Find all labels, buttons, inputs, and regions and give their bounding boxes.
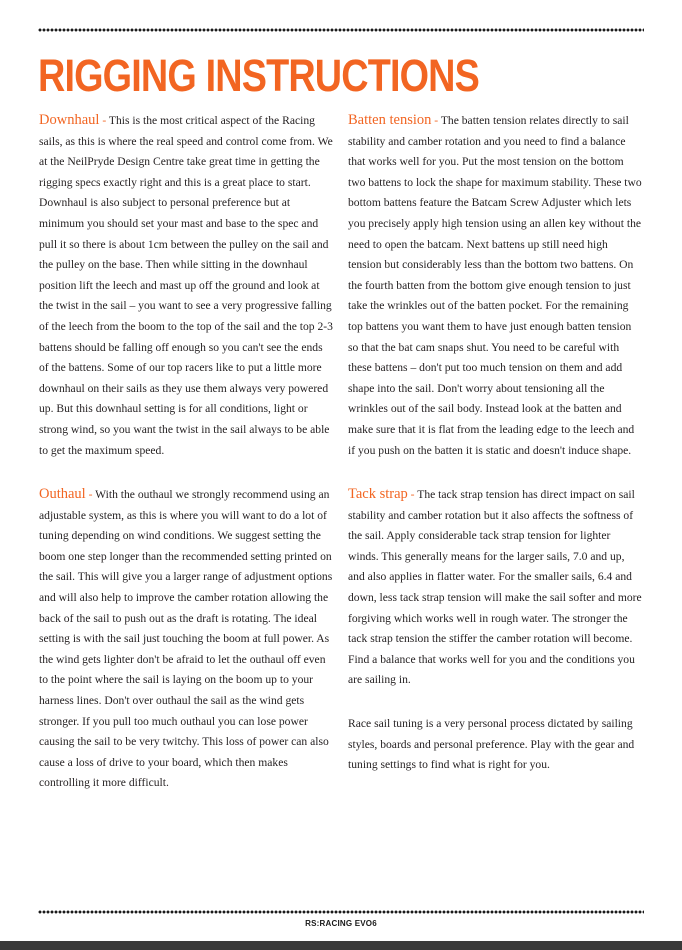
heading-dash: - xyxy=(99,114,109,127)
heading-dash: - xyxy=(407,488,418,502)
outhaul-body: With the outhaul we strongly recommend using an adjustable system, as this is where you will want to do a lot of tuning depending on wind conditions. We suggest setting the boom one step longer than the recommended setting printed on the sail. This will give you a larger range of adjustment options and will also help to improve the camber rotation allowing the back of the sail to push out as the draft is rotating. The ideal setting is with the sail just touching the boom at full power. As the wind gets lighter don't be afraid to let the outhaul off even to the point where the sail is laying on the boom up to your harness lines. Don't over outhaul the sail as the wind gets stronger. If you pull too much outhaul you can lose power causing the sail to be very twitchy. This loss of power can also cause a loss of drive to your board, which then makes controlling it more difficult. xyxy=(39,488,333,790)
outhaul-heading: Outhaul xyxy=(39,486,86,503)
outhaul-section xyxy=(39,484,333,794)
heading-dash: - xyxy=(431,114,441,127)
left-column xyxy=(39,110,333,817)
batten-tension-heading: Batten tension xyxy=(348,112,432,128)
top-dotted-rule xyxy=(38,28,644,32)
heading-dash: - xyxy=(85,488,96,502)
right-column xyxy=(348,110,642,799)
bottom-dotted-rule xyxy=(38,910,644,914)
tack-strap-section xyxy=(348,484,642,691)
footer-label: RS:RACING EVO6 xyxy=(305,919,377,928)
downhaul-section xyxy=(39,110,333,461)
page-title: RIGGING INSTRUCTIONS xyxy=(38,50,480,101)
downhaul-body: This is the most critical aspect of the Racing sails, as this is where the real speed and control come from. We at the NeilPryde Design Centre take great time in getting the rigging specs exactly right and this is a great place to start. Downhaul is also subject to personal preference but at minimum you should set your mast and base to the spec and pull it so there is about 1cm between the pulley on the sail and the pulley on the base. Then while sitting in the downhaul position lift the leech and mast up off the ground and look at the twist in the sail – you want to see a very progressive falling of the leech from the boom to the top of the sail and the top 2-3 battens should be falling off enough so you can't see the ends of the battens. Some of our top racers like to put a little more downhaul on their sails as they use them always very powered up. But this downhaul setting is for all conditions, light or strong wind, so you want the twist in the sail always to be able to get the maximum speed. xyxy=(39,114,333,457)
closing-paragraph: Race sail tuning is a very personal process dictated by sailing styles, boards and personal preference. Play with the gear and tuning settings to find what is right for you. xyxy=(348,717,635,772)
downhaul-heading: Downhaul xyxy=(39,112,100,128)
batten-tension-section xyxy=(348,110,642,461)
tack-strap-body: The tack strap tension has direct impact on sail stability and camber rotation but it also affects the softness of the sail. Apply considerable tack strap tension for lighter winds. This generally means for the larger sails, 7.0 and up, and also applies in flatter water. For the smaller sails, 6.4 and down, less tack strap tension will make the sail softer and more forgiving which works well in rough water. The stronger the tack strap tension the stiffer the camber rotation will become. Find a balance that works well for you and the conditions you are sailing in. xyxy=(348,488,642,687)
tack-strap-heading: Tack strap xyxy=(348,486,408,503)
batten-tension-body: The batten tension relates directly to sail stability and camber rotation and you need to find a balance that works well for you. Put the most tension on the bottom two battens to lock the shape for maximum stability. These two bottom battens feature the Batcam Screw Adjuster which lets you precisely apply high tension using an allen key without the need to open the batcam. Next battens up still need high tension but considerably less than the bottom two battens. On the fourth batten from the bottom give enough tension to just take the wrinkles out of the batten pocket. For the remaining top battens you want them to have just enough batten tension so that the bat cam snaps shut. You need to be careful with these battens – don't put too much tension on them and add shape into the sail. Don't worry about tensioning all the wrinkles out of the sail body. Instead look at the batten and make sure that it is flat from the leading edge to the leech and if you push on the batten it is static and doesn't induce shape. xyxy=(348,114,642,457)
bottom-bar xyxy=(0,941,682,950)
